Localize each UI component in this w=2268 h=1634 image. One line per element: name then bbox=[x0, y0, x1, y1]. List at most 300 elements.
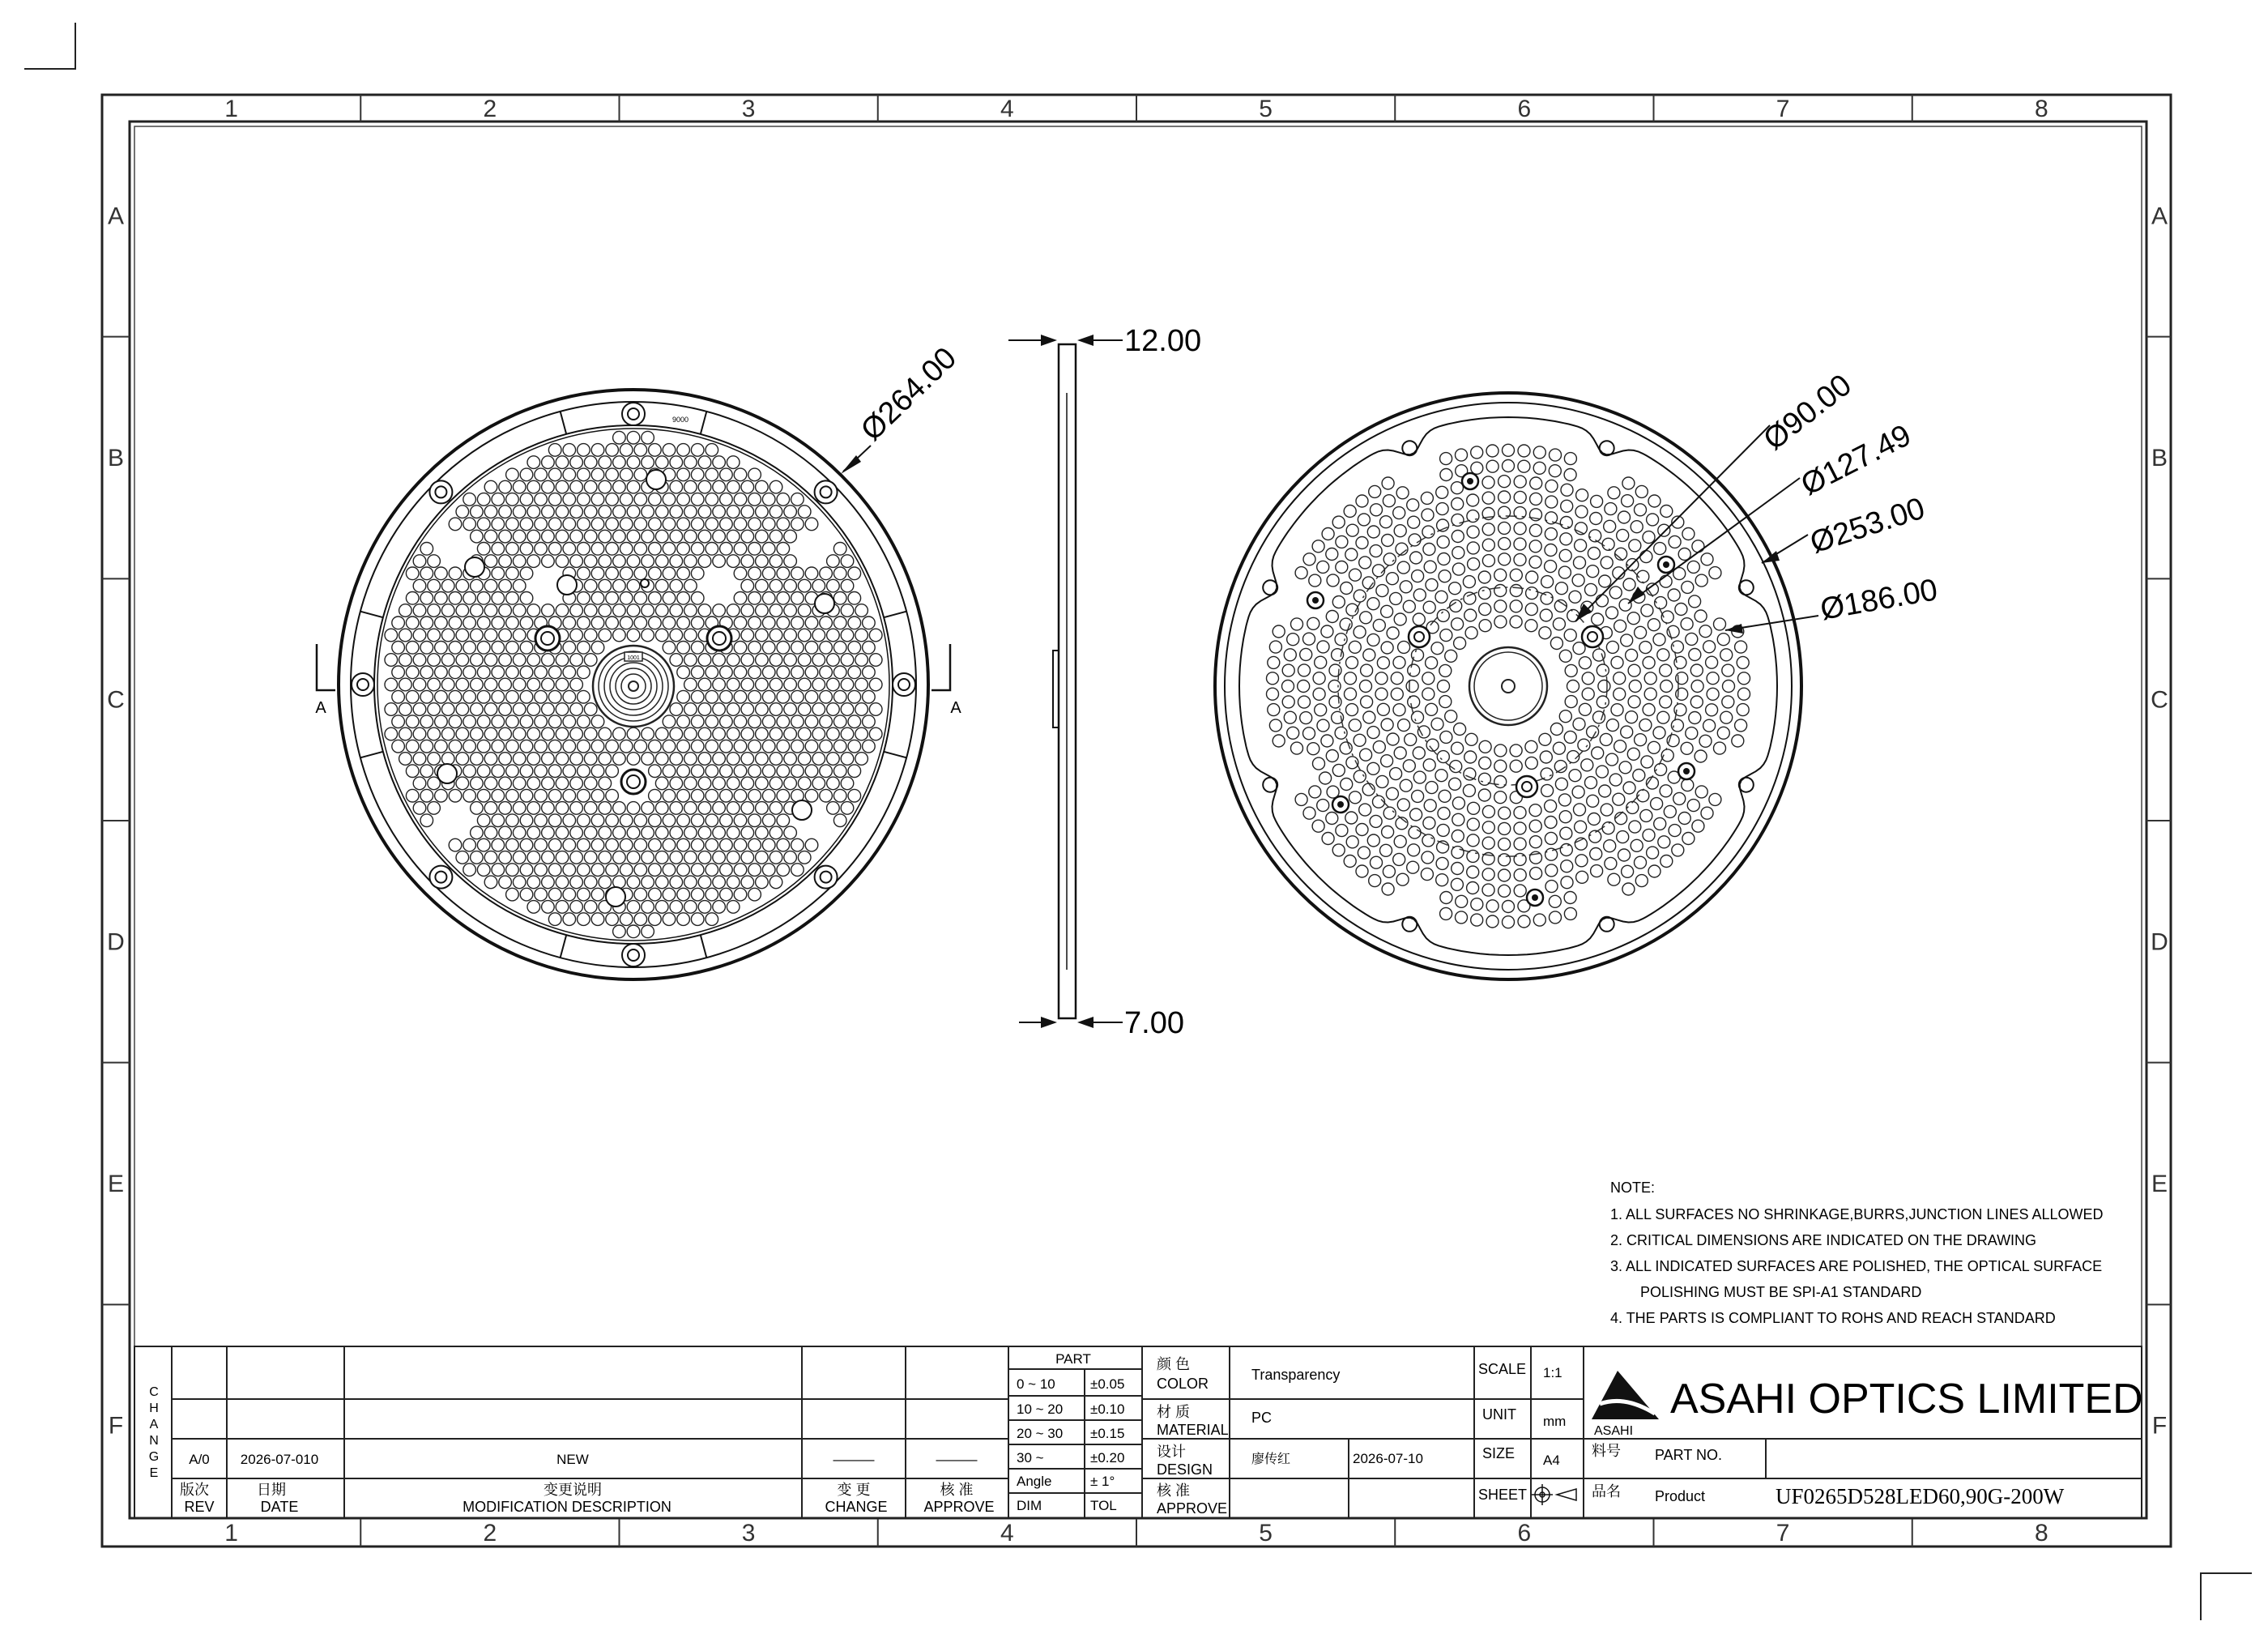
front-lens bbox=[627, 506, 640, 518]
front-lens bbox=[591, 592, 604, 605]
front-lens bbox=[591, 567, 604, 580]
front-lens bbox=[713, 678, 726, 691]
back-lens bbox=[1606, 753, 1618, 766]
back-lens bbox=[1315, 704, 1327, 716]
note-2: 2. CRITICAL DIMENSIONS ARE INDICATED ON THE DRAWING bbox=[1610, 1232, 2037, 1248]
back-lens bbox=[1317, 800, 1329, 812]
front-lens bbox=[833, 666, 846, 679]
front-lens bbox=[734, 592, 747, 605]
back-lens bbox=[1569, 591, 1581, 603]
back-lens bbox=[1426, 703, 1438, 715]
back-lens bbox=[1435, 770, 1447, 782]
front-lens bbox=[784, 654, 797, 667]
front-lens bbox=[684, 901, 697, 914]
front-lens bbox=[484, 654, 497, 667]
front-lens bbox=[663, 740, 676, 753]
back-lens bbox=[1313, 757, 1325, 770]
front-lens bbox=[578, 864, 590, 877]
front-lens bbox=[748, 518, 761, 531]
back-lens bbox=[1482, 492, 1494, 504]
tol-range: Angle bbox=[1017, 1474, 1052, 1489]
front-marker bbox=[815, 594, 834, 613]
front-lens bbox=[506, 888, 519, 901]
front-lens bbox=[420, 715, 433, 728]
front-lens bbox=[449, 592, 462, 605]
front-lens bbox=[463, 493, 476, 506]
front-lens bbox=[698, 802, 711, 815]
front-lens bbox=[499, 604, 512, 617]
front-lens bbox=[698, 901, 711, 914]
back-lens bbox=[1621, 634, 1633, 646]
back-lens bbox=[1438, 808, 1450, 820]
front-lens bbox=[841, 579, 854, 592]
back-lens bbox=[1394, 525, 1406, 537]
front-lens bbox=[513, 629, 526, 642]
back-lens bbox=[1545, 480, 1558, 492]
front-lens bbox=[420, 789, 433, 802]
back-lens bbox=[1643, 657, 1655, 669]
front-lens bbox=[441, 678, 454, 691]
front-lens bbox=[563, 864, 576, 877]
front-lens bbox=[727, 654, 740, 667]
front-lens bbox=[663, 444, 676, 457]
front-lens bbox=[663, 493, 676, 506]
front-lens bbox=[770, 555, 782, 568]
front-lens bbox=[727, 506, 740, 518]
front-lens bbox=[506, 642, 519, 655]
front-lens bbox=[677, 913, 690, 926]
front-lens bbox=[527, 506, 540, 518]
front-lens bbox=[591, 864, 604, 877]
front-lens bbox=[599, 802, 612, 815]
front-lens bbox=[535, 468, 548, 481]
front-lens bbox=[713, 802, 726, 815]
back-lens bbox=[1695, 750, 1707, 762]
front-lens bbox=[392, 642, 405, 655]
zone-row-label: C bbox=[107, 686, 125, 714]
front-lens bbox=[713, 851, 726, 864]
back-lens bbox=[1390, 592, 1402, 604]
front-lens bbox=[634, 518, 647, 531]
front-lens bbox=[492, 690, 505, 703]
front-lens bbox=[748, 715, 761, 728]
front-lens bbox=[649, 444, 662, 457]
back-lens bbox=[1358, 514, 1370, 526]
front-lens bbox=[542, 826, 555, 839]
front-lens bbox=[634, 592, 647, 605]
back-lens bbox=[1382, 883, 1394, 895]
front-lens bbox=[720, 715, 733, 728]
front-lens bbox=[820, 740, 833, 753]
back-lens bbox=[1315, 656, 1327, 668]
front-lens bbox=[833, 789, 846, 802]
back-lens-array bbox=[1267, 444, 1750, 928]
back-lens bbox=[1510, 744, 1522, 757]
back-lens bbox=[1601, 804, 1613, 816]
front-lens bbox=[691, 444, 704, 457]
back-lens bbox=[1606, 641, 1618, 653]
back-lens bbox=[1545, 496, 1558, 508]
front-lens bbox=[471, 777, 484, 790]
front-lens bbox=[698, 727, 711, 740]
front-lens bbox=[599, 876, 612, 889]
back-screw bbox=[1516, 776, 1537, 797]
back-lens bbox=[1452, 797, 1464, 809]
front-lens bbox=[770, 777, 782, 790]
zone-col-label: 2 bbox=[483, 96, 497, 122]
front-lens bbox=[428, 678, 441, 691]
front-lens bbox=[748, 864, 761, 877]
back-lens bbox=[1599, 785, 1611, 797]
front-lens bbox=[649, 789, 662, 802]
front-lens bbox=[570, 876, 583, 889]
front-lens bbox=[663, 543, 676, 556]
front-lens bbox=[655, 629, 668, 642]
back-dim-90: Ø90.00 bbox=[1757, 368, 1858, 458]
back-lens bbox=[1545, 561, 1557, 573]
front-lens bbox=[741, 727, 754, 740]
front-lens bbox=[670, 654, 683, 667]
back-lens bbox=[1380, 844, 1392, 856]
front-lens bbox=[762, 765, 775, 778]
front-lens bbox=[584, 629, 597, 642]
front-lens bbox=[691, 616, 704, 629]
back-lens bbox=[1478, 789, 1490, 801]
back-lens bbox=[1658, 836, 1670, 848]
front-lens bbox=[762, 864, 775, 877]
back-lens bbox=[1529, 804, 1541, 817]
front-lens bbox=[791, 864, 804, 877]
back-lens bbox=[1336, 535, 1348, 548]
front-lens bbox=[620, 814, 633, 827]
back-screw bbox=[1409, 626, 1430, 647]
front-lens bbox=[584, 727, 597, 740]
back-lens bbox=[1640, 809, 1652, 821]
back-lens bbox=[1456, 911, 1468, 924]
front-lens bbox=[570, 727, 583, 740]
back-rim-outer bbox=[1215, 393, 1801, 979]
front-lens bbox=[677, 666, 690, 679]
front-rib bbox=[360, 612, 383, 618]
back-lens bbox=[1530, 509, 1542, 521]
front-lens bbox=[606, 543, 619, 556]
front-lens bbox=[513, 753, 526, 766]
front-lens bbox=[428, 555, 441, 568]
front-lens bbox=[441, 703, 454, 716]
back-lens bbox=[1382, 477, 1394, 489]
front-lens bbox=[855, 753, 868, 766]
back-lens bbox=[1332, 596, 1345, 608]
back-boss-dot bbox=[1467, 478, 1473, 484]
side-bottom-dim: 7.00 bbox=[1124, 1006, 1184, 1040]
back-lens bbox=[1695, 786, 1707, 798]
front-lens bbox=[684, 876, 697, 889]
front-lens bbox=[613, 456, 626, 469]
back-lens bbox=[1613, 793, 1625, 805]
front-lens bbox=[584, 480, 597, 493]
change-letter: G bbox=[148, 1450, 160, 1464]
front-lens bbox=[578, 740, 590, 753]
front-lens bbox=[684, 703, 697, 716]
front-lens bbox=[762, 814, 775, 827]
front-lens bbox=[727, 777, 740, 790]
front-lens bbox=[727, 851, 740, 864]
front-lens bbox=[578, 666, 590, 679]
front-lens bbox=[492, 789, 505, 802]
back-lens bbox=[1282, 680, 1294, 693]
back-lens bbox=[1387, 733, 1399, 745]
back-lens bbox=[1345, 812, 1358, 824]
back-lens bbox=[1541, 768, 1553, 780]
front-lens bbox=[791, 592, 804, 605]
front-lens bbox=[492, 518, 505, 531]
back-lens bbox=[1383, 495, 1395, 507]
back-lens bbox=[1408, 664, 1420, 676]
front-lens bbox=[734, 740, 747, 753]
back-lens bbox=[1380, 516, 1392, 528]
front-lens bbox=[820, 715, 833, 728]
back-lens bbox=[1703, 719, 1716, 732]
front-lens bbox=[677, 765, 690, 778]
back-lens bbox=[1606, 719, 1618, 732]
back-lens bbox=[1454, 638, 1466, 650]
back-lens bbox=[1560, 827, 1572, 839]
front-lens bbox=[420, 814, 433, 827]
back-lens bbox=[1482, 555, 1494, 567]
front-lens bbox=[649, 814, 662, 827]
front-lens bbox=[556, 901, 569, 914]
front-lens bbox=[441, 654, 454, 667]
front-lens bbox=[848, 567, 861, 580]
front-lens bbox=[684, 456, 697, 469]
back-lens bbox=[1623, 578, 1635, 591]
front-lens bbox=[471, 678, 484, 691]
front-lens bbox=[499, 826, 512, 839]
back-lens bbox=[1631, 839, 1643, 851]
back-lens bbox=[1687, 561, 1699, 573]
front-lens bbox=[727, 530, 740, 543]
front-lens bbox=[620, 616, 633, 629]
side-view bbox=[1008, 335, 1123, 1028]
front-lens bbox=[663, 888, 676, 901]
back-lens bbox=[1678, 813, 1690, 825]
back-lens bbox=[1422, 672, 1435, 685]
front-lens bbox=[691, 765, 704, 778]
front-lens bbox=[698, 456, 711, 469]
front-lens bbox=[777, 740, 790, 753]
front-lens bbox=[734, 814, 747, 827]
back-lens bbox=[1452, 863, 1464, 875]
front-lens bbox=[578, 444, 590, 457]
front-lens bbox=[663, 814, 676, 827]
front-lens bbox=[741, 678, 754, 691]
front-lens bbox=[698, 876, 711, 889]
front-lens bbox=[563, 888, 576, 901]
front-lens bbox=[812, 727, 825, 740]
back-lens bbox=[1514, 885, 1526, 897]
front-lens bbox=[670, 579, 683, 592]
back-lens bbox=[1635, 626, 1647, 638]
front-lens bbox=[770, 703, 782, 716]
front-lens bbox=[578, 468, 590, 481]
front-lens bbox=[741, 876, 754, 889]
back-lens bbox=[1602, 538, 1614, 550]
front-lens bbox=[748, 690, 761, 703]
front-lens bbox=[548, 838, 561, 851]
front-lens bbox=[584, 579, 597, 592]
zone-col-label: 4 bbox=[1000, 1520, 1014, 1547]
back-lens bbox=[1669, 535, 1681, 548]
front-view bbox=[315, 341, 963, 979]
back-lens bbox=[1369, 485, 1381, 497]
front-lens bbox=[548, 814, 561, 827]
back-lens bbox=[1514, 853, 1526, 865]
front-lens bbox=[591, 814, 604, 827]
back-lens bbox=[1482, 805, 1494, 817]
back-lens bbox=[1575, 540, 1587, 552]
front-lens bbox=[428, 604, 441, 617]
change-letter: C bbox=[149, 1385, 159, 1399]
tol-value: ±0.05 bbox=[1090, 1376, 1125, 1392]
back-lens bbox=[1643, 531, 1655, 544]
front-rib bbox=[884, 752, 906, 758]
front-lens bbox=[620, 567, 633, 580]
front-lens bbox=[613, 480, 626, 493]
back-lens bbox=[1510, 569, 1522, 581]
front-lens bbox=[713, 826, 726, 839]
front-lens bbox=[833, 616, 846, 629]
back-lens bbox=[1550, 911, 1562, 924]
back-lens bbox=[1341, 779, 1353, 791]
back-lens bbox=[1494, 569, 1507, 581]
front-lens bbox=[663, 838, 676, 851]
front-lens bbox=[655, 802, 668, 815]
back-lens bbox=[1468, 802, 1480, 814]
front-lens bbox=[513, 727, 526, 740]
front-lens bbox=[677, 493, 690, 506]
front-lens bbox=[741, 579, 754, 592]
front-lens bbox=[833, 814, 846, 827]
front-lens bbox=[762, 616, 775, 629]
company-name: ASAHI OPTICS LIMITED bbox=[1670, 1376, 2143, 1423]
front-lens bbox=[691, 838, 704, 851]
front-lens bbox=[441, 727, 454, 740]
front-lens bbox=[649, 616, 662, 629]
front-lens bbox=[698, 506, 711, 518]
front-lens bbox=[833, 765, 846, 778]
front-lens bbox=[499, 530, 512, 543]
front-lens bbox=[670, 506, 683, 518]
front-lens bbox=[591, 493, 604, 506]
front-lens bbox=[734, 666, 747, 679]
front-lens bbox=[784, 777, 797, 790]
back-lens bbox=[1309, 574, 1321, 587]
tol-title: PART bbox=[1055, 1351, 1091, 1367]
front-lens bbox=[599, 629, 612, 642]
note-1: 1. ALL SURFACES NO SHRINKAGE,BURRS,JUNCTION LINES ALLOWED bbox=[1610, 1206, 2104, 1222]
front-lens bbox=[484, 777, 497, 790]
front-lens bbox=[791, 690, 804, 703]
front-lens bbox=[841, 703, 854, 716]
front-lens bbox=[477, 814, 490, 827]
front-lens bbox=[548, 518, 561, 531]
front-lens bbox=[513, 876, 526, 889]
front-lens bbox=[670, 604, 683, 617]
front-lens bbox=[548, 444, 561, 457]
back-lens bbox=[1396, 873, 1409, 885]
rev-approve: ——— bbox=[936, 1452, 978, 1467]
back-lens bbox=[1587, 726, 1599, 738]
front-lens bbox=[798, 777, 811, 790]
back-lens bbox=[1438, 680, 1450, 693]
back-lens bbox=[1660, 680, 1673, 693]
back-lens bbox=[1486, 445, 1498, 457]
front-lens bbox=[748, 543, 761, 556]
back-lens bbox=[1381, 719, 1393, 731]
front-lens bbox=[756, 727, 769, 740]
front-lens bbox=[684, 753, 697, 766]
back-lens bbox=[1559, 710, 1571, 723]
back-lens bbox=[1564, 629, 1576, 642]
front-lens bbox=[691, 740, 704, 753]
front-lens bbox=[784, 753, 797, 766]
back-lens bbox=[1545, 881, 1558, 893]
back-lens bbox=[1695, 610, 1707, 622]
front-lens bbox=[591, 543, 604, 556]
front-lens bbox=[748, 814, 761, 827]
front-lens bbox=[578, 493, 590, 506]
back-lens bbox=[1738, 672, 1750, 685]
front-lens bbox=[570, 703, 583, 716]
back-lens bbox=[1653, 634, 1665, 646]
back-lens bbox=[1322, 833, 1334, 845]
back-lens bbox=[1295, 567, 1307, 579]
front-lens bbox=[784, 506, 797, 518]
front-lens bbox=[777, 864, 790, 877]
front-lens bbox=[684, 802, 697, 815]
front-lens bbox=[833, 715, 846, 728]
back-lens bbox=[1327, 574, 1339, 587]
front-lens bbox=[613, 629, 626, 642]
front-lens bbox=[756, 851, 769, 864]
back-lens bbox=[1664, 805, 1676, 817]
front-lens bbox=[456, 851, 469, 864]
front-lens bbox=[713, 777, 726, 790]
front-lens bbox=[406, 592, 419, 605]
back-lens bbox=[1643, 704, 1655, 716]
back-lens bbox=[1268, 656, 1280, 668]
front-lens bbox=[677, 814, 690, 827]
front-lens bbox=[627, 925, 640, 938]
front-lens bbox=[670, 851, 683, 864]
front-lens bbox=[720, 518, 733, 531]
back-lens bbox=[1735, 719, 1747, 732]
front-lens bbox=[727, 876, 740, 889]
front-lens bbox=[499, 678, 512, 691]
front-lens bbox=[691, 592, 704, 605]
back-lens bbox=[1326, 548, 1338, 561]
back-lens bbox=[1321, 735, 1333, 747]
back-lens bbox=[1336, 825, 1348, 837]
zone-col-label: 5 bbox=[1259, 1520, 1273, 1547]
back-lens bbox=[1644, 672, 1656, 685]
front-lens bbox=[463, 666, 476, 679]
front-lens bbox=[548, 740, 561, 753]
front-lens bbox=[634, 913, 647, 926]
front-lens bbox=[770, 654, 782, 667]
back-lens bbox=[1486, 900, 1498, 912]
back-lens bbox=[1565, 664, 1577, 676]
